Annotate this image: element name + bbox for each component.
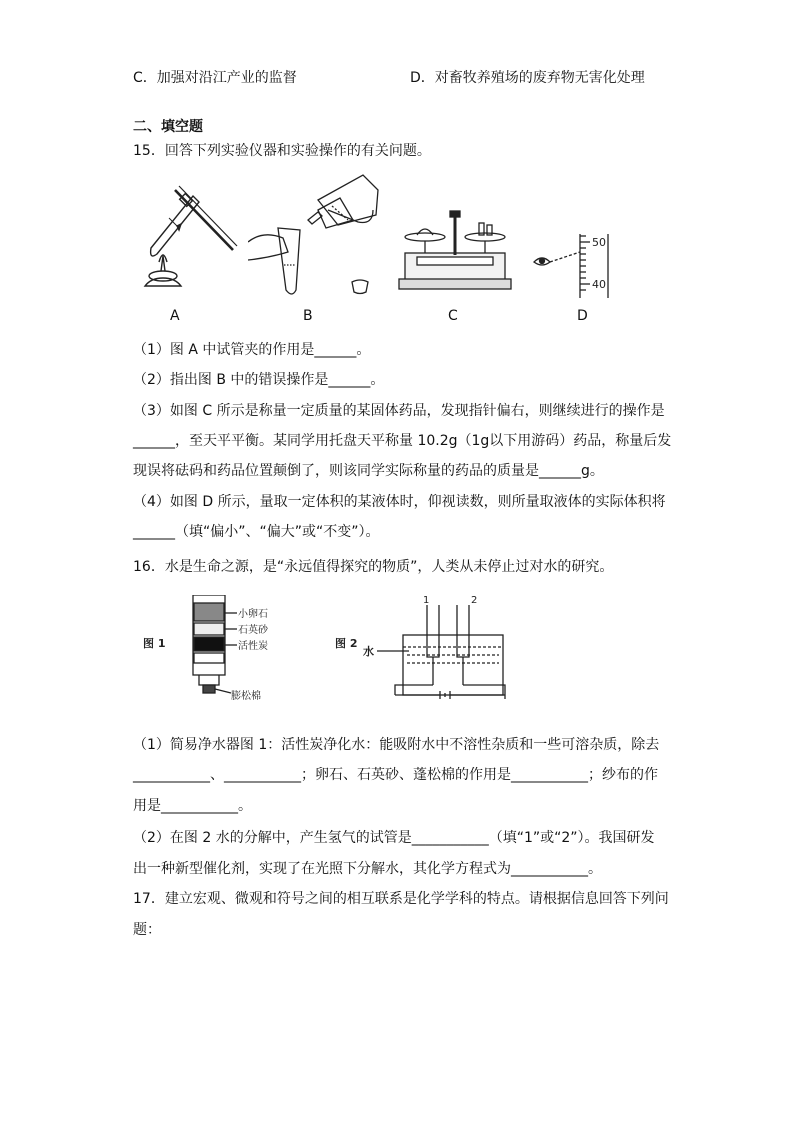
figure-1-water-purifier xyxy=(143,595,283,705)
left-pan xyxy=(405,233,445,241)
option-d: D．对畜牧养殖场的废弃物无害化处理 xyxy=(410,70,645,86)
fig-label-c: C xyxy=(448,308,458,324)
bottle-mouth xyxy=(308,212,322,224)
q16-stem: 16．水是生命之源，是“永远值得探究的物质”，人类从未停止过对水的研究。 xyxy=(133,559,614,575)
q15-line-4: ______，至天平平衡。某同学用托盘天平称量 10.2g（1g以下用游码）药品，称量后发 xyxy=(133,433,672,449)
tube-label-2: 2 xyxy=(471,595,478,606)
test-tube xyxy=(151,196,199,256)
q16-line-4: （2）在图 2 水的分解中，产生氢气的试管是___________（填“1”或“2”）。我国研发 xyxy=(133,830,655,846)
figure-2-electrolysis xyxy=(335,595,515,705)
label-quartz-sand: 石英砂 xyxy=(238,625,268,636)
cylinder-mark-50: 50 xyxy=(592,236,606,249)
option-c: C．加强对沿江产业的监督 xyxy=(133,70,297,86)
label-pebbles: 小卵石 xyxy=(238,609,268,620)
fig-label-a: A xyxy=(170,308,180,324)
figure-d xyxy=(530,232,615,302)
q16-line-3: 用是___________。 xyxy=(133,798,252,814)
cylinder-mark-40: 40 xyxy=(592,278,606,291)
figure-b xyxy=(248,170,383,300)
q17-line-1: 17．建立宏观、微观和符号之间的相互联系是化学学科的特点。请根据信息回答下列问 xyxy=(133,891,669,907)
cotton-outlet xyxy=(203,685,215,693)
right-pan xyxy=(465,233,505,241)
fig-label-d: D xyxy=(577,308,588,324)
q15-stem: 15．回答下列实验仪器和实验操作的有关问题。 xyxy=(133,143,431,159)
q16-line-2: ___________、___________；卵石、石英砂、蓬松棉的作用是___________；纱布的作 xyxy=(133,767,658,783)
test-tube-1 xyxy=(427,605,439,657)
water-tank xyxy=(403,635,503,695)
medicine-pile xyxy=(417,229,433,235)
q16-line-1: （1）简易净水器图 1：活性炭净化水：能吸附水中不溶性杂质和一些可溶杂质，除去 xyxy=(133,737,660,753)
figure-c xyxy=(395,205,515,295)
q15-line-2: （2）指出图 B 中的错误操作是______。 xyxy=(133,372,385,388)
tube-label-1: 1 xyxy=(423,595,430,606)
lamp-flame xyxy=(161,256,165,271)
q15-line-5: 现误将砝码和药品位置颠倒了，则该同学实际称量的药品的质量是______g。 xyxy=(133,463,604,479)
layer-activated-carbon xyxy=(194,637,224,651)
fig1-title: 图 1 xyxy=(143,637,166,650)
bottle-stopper xyxy=(352,280,368,294)
q15-line-7: ______（填“偏小”、“偏大”或“不变”）。 xyxy=(133,524,380,540)
alcohol-lamp-base xyxy=(145,278,181,286)
fig2-title: 图 2 xyxy=(335,637,358,650)
layer-pebbles xyxy=(194,603,224,621)
q15-line-6: （4）如图 D 所示，量取一定体积的某液体时，仰视读数，则所量取液体的实际体积将 xyxy=(133,494,666,510)
q15-line-1: （1）图 A 中试管夹的作用是______。 xyxy=(133,342,371,358)
section-title: 二、填空题 xyxy=(133,119,203,135)
figure-a xyxy=(133,178,243,298)
water-label: 水 xyxy=(363,645,374,658)
label-activated-carbon: 活性炭 xyxy=(238,641,268,652)
test-tube-2 xyxy=(457,605,469,657)
q17-line-2: 题： xyxy=(133,922,161,938)
fig-label-b: B xyxy=(303,308,313,324)
q16-line-5: 出一种新型催化剂，实现了在光照下分解水，其化学方程式为___________。 xyxy=(133,861,602,877)
q15-line-3: （3）如图 C 所示是称量一定质量的某固体药品，发现指针偏右，则继续进行的操作是 xyxy=(133,403,665,419)
sight-line xyxy=(550,252,580,262)
layer-quartz-sand xyxy=(194,623,224,635)
label-cotton: 膨松棉 xyxy=(231,691,261,702)
